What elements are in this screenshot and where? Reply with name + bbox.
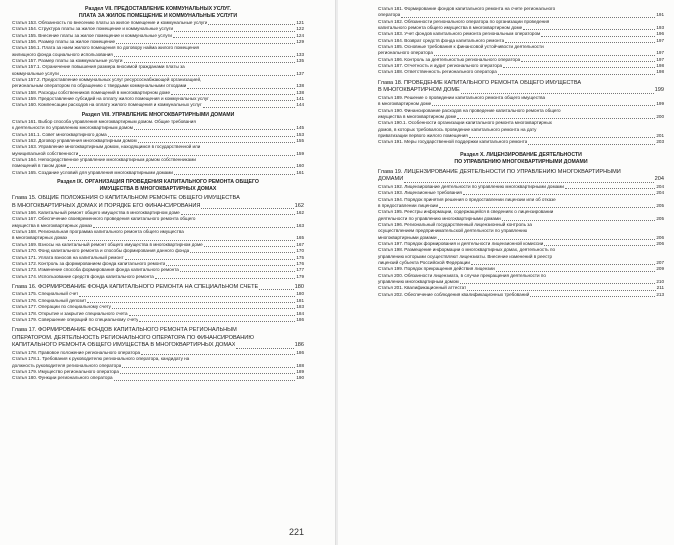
toc-entry-184[interactable]: Статья 184. Возврат средств фонда капитального ремонта 197 — [378, 37, 664, 43]
toc-entry-158[interactable]: Статья 158. Расходы собственников помещений в многоквартирном доме 138 — [12, 89, 304, 95]
toc-entry-180[interactable]: Статья 180. Функции регионального оператора 190 — [12, 375, 304, 381]
toc-chapter-19[interactable]: ДОМАМИ 204 — [378, 176, 664, 183]
toc-entry-185[interactable]: регионального оператора 197 — [378, 50, 664, 56]
toc-entry-167-line1: Статья 167. Обеспечение своевременного проведения капитального ремонта общего — [12, 216, 196, 222]
toc-entry-189[interactable]: в многоквартирном доме 199 — [378, 101, 664, 107]
toc-entry-178-1[interactable]: должность руководителя регионального оператора 188 — [12, 362, 304, 368]
page-number: 221 — [288, 527, 304, 537]
right-page — [338, 0, 674, 545]
toc-entry-193[interactable]: Статья 193. Лицензионные требования 204 — [378, 190, 664, 196]
toc-entry-155[interactable]: Статья 155. Внесение платы за жилое помещение и коммунальные услуги 124 — [12, 32, 304, 38]
toc-entry-169[interactable]: Статья 169. Взносы на капитальный ремонт общего имущества в многоквартирном доме 167 — [12, 241, 304, 247]
toc-entry-192[interactable]: Статья 192. Лицензирование деятельности по управлению многоквартирными домами 204 — [378, 183, 664, 189]
toc-entry-186[interactable]: Статья 186. Контроль за деятельностью регионального оператора 197 — [378, 56, 664, 62]
toc-entry-187[interactable]: Статья 187. Отчетность и аудит регионального оператора 198 — [378, 63, 664, 69]
toc-entry-198[interactable]: лицензий субъекта Российской Федерации 207 — [378, 260, 664, 266]
toc-entry-156[interactable]: Статья 156. Размер платы за жилое помещение 129 — [12, 39, 304, 45]
toc-entry-156-1-line1: Статья 156.1. Плата за наем жилого помещения по договору найма жилого помещения — [12, 45, 200, 51]
toc-entry-200[interactable]: управлению многоквартирным домом 210 — [378, 279, 664, 285]
toc-chapter-17-line1: Глава 17. ФОРМИРОВАНИЕ ФОНДОВ КАПИТАЛЬНОГО РЕМОНТА РЕГИОНАЛЬНЫМ — [12, 327, 237, 334]
toc-entry-157[interactable]: Статья 157. Размер платы за коммунальные услуги 135 — [12, 58, 304, 64]
toc-entry-167[interactable]: имущества в многоквартирных домах 163 — [12, 222, 304, 228]
toc-chapter-15-line1: Глава 15. ОБЩИЕ ПОЛОЖЕНИЯ О КАПИТАЛЬНОМ РЕМОНТЕ ОБЩЕГО ИМУЩЕСТВА — [12, 194, 240, 201]
toc-entry-168-line1: Статья 168. Региональная программа капитального ремонта общего имущества — [12, 229, 184, 235]
toc-chapter-17[interactable]: КАПИТАЛЬНОГО РЕМОНТА ОБЩЕГО ИМУЩЕСТВА В МНОГОКВАРТИРНЫХ ДОМАХ 186 — [12, 342, 304, 349]
right-toc — [378, 6, 664, 298]
toc-entry-156-1[interactable]: жилищного фонда социального использования 133 — [12, 51, 304, 57]
toc-chapter-17-line2: ОПЕРАТОРОМ. ДЕЯТЕЛЬНОСТЬ РЕГИОНАЛЬНОГО ОПЕРАТОРА ПО ФИНАНСИРОВАНИЮ — [12, 334, 254, 341]
toc-entry-161-1[interactable]: Статья 161.1. Совет многоквартирного дома 153 — [12, 131, 304, 137]
toc-entry-174[interactable]: Статья 174. Использование средств фонда капитального ремонта 179 — [12, 273, 304, 279]
toc-entry-163-line1: Статья 163. Управление многоквартирным домом, находящимся в государственной или — [12, 144, 201, 150]
toc-entry-188[interactable]: Статья 188. Ответственность регионального оператора 198 — [378, 69, 664, 75]
toc-entry-164[interactable]: помещений в таком доме 160 — [12, 163, 304, 169]
toc-entry-173[interactable]: Статья 173. Изменение способа формирования фонда капитального ремонта 177 — [12, 267, 304, 273]
section-7-subtitle: ПЛАТА ЗА ЖИЛОЕ ПОМЕЩЕНИЕ И КОММУНАЛЬНЫЕ УСЛУГИ — [78, 13, 238, 19]
toc-entry-170[interactable]: Статья 170. Фонд капитального ремонта и способы формирования данного фонда 170 — [12, 248, 304, 254]
toc-entry-153[interactable]: Статья 153. Обязанность по внесению платы за жилое помещение и коммунальные услуги 121 — [12, 20, 304, 25]
toc-entry-172[interactable]: Статья 172. Контроль за формированием фонда капитального ремонта 176 — [12, 260, 304, 266]
toc-entry-165[interactable]: Статья 165. Создание условий для управления многоквартирными домами 161 — [12, 169, 304, 175]
toc-chapter-19-line1: Глава 19. ЛИЦЕНЗИРОВАНИЕ ДЕЯТЕЛЬНОСТИ ПО УПРАВЛЕНИЮ МНОГОКВАРТИРНЫМИ — [378, 168, 621, 175]
toc-entry-157-2[interactable]: региональным оператором по обращению с твердыми коммунальными отходами 138 — [12, 83, 304, 89]
toc-entry-190[interactable]: имущества в многоквартирном доме 200 — [378, 114, 664, 119]
toc-entry-162[interactable]: Статья 162. Договор управления многоквартирным домом 155 — [12, 137, 304, 143]
toc-entry-161-line1: Статья 161. Выбор способа управления многоквартирным домом. Общие требования — [12, 118, 196, 124]
toc-entry-196-line2: осуществлением предпринимательской деятельности по управлению — [378, 228, 528, 234]
section-8-title: Раздел VIII. УПРАВЛЕНИЕ МНОГОКВАРТИРНЫМИ ДОМАМИ — [81, 111, 235, 118]
toc-entry-171[interactable]: Статья 171. Уплата взносов на капитальный ремонт 175 — [12, 254, 304, 260]
toc-entry-194-line1: Статья 194. Порядок принятия решения о предоставлении лицензии или об отказе — [378, 196, 556, 202]
toc-entry-176[interactable]: Статья 176. Специальный депозит 181 — [12, 297, 304, 303]
toc-entry-195-line1: Статья 195. Реестры информации, содержащейся в сведениях о лицензировании — [378, 209, 554, 215]
toc-entry-182-line1: Статья 182. Обязанности регионального оператора по организации проведения — [378, 18, 550, 24]
toc-entry-190-line1: Статья 190. Финансирование расходов на проведение капитального ремонта общего — [378, 107, 561, 113]
toc-entry-190-1[interactable]: приватизации первого жилого помещения 201 — [378, 133, 664, 139]
toc-entry-177[interactable]: Статья 177. Операции по специальному счету 183 — [12, 304, 304, 310]
toc-entry-191[interactable]: Статья 191. Меры государственной поддержки капитального ремонта 203 — [378, 139, 664, 145]
toc-entry-178[interactable]: Статья 178. Правовое положение регионального оператора 186 — [12, 349, 304, 355]
toc-entry-201[interactable]: Статья 201. Квалификационный аттестат 211 — [378, 285, 664, 291]
section-10-title: Раздел X. ЛИЦЕНЗИРОВАНИЕ ДЕЯТЕЛЬНОСТИ — [460, 151, 582, 158]
toc-entry-154[interactable]: Статья 154. Структура платы за жилое помещение и коммунальные услуги 122 — [12, 26, 304, 32]
toc-entry-182[interactable]: капитального ремонта общего имущества в многоквартирном доме 193 — [378, 25, 664, 31]
toc-entry-198-line2: управлению которыми осуществляют лицензиаты. Внесение изменений в реестр — [378, 253, 553, 259]
toc-entry-196-line1: Статья 196. Региональный государственный лицензионный контроль за — [378, 221, 532, 227]
section-7-title: Раздел VII. ПРЕДОСТАВЛЕНИЕ КОММУНАЛЬНЫХ УСЛУГ. — [85, 6, 231, 12]
toc-entry-168[interactable]: в многоквартирных домах 165 — [12, 235, 304, 241]
section-10-subtitle: ПО УПРАВЛЕНИЮ МНОГОКВАРТИРНЫМИ ДОМАМИ — [454, 158, 588, 165]
toc-entry-198-line1: Статья 198. Размещение информации о многоквартирных домах, деятельность по — [378, 247, 556, 253]
left-toc — [12, 6, 304, 382]
toc-entry-194[interactable]: в предоставлении лицензии 205 — [378, 202, 664, 208]
toc-entry-163[interactable]: муниципальной собственности 159 — [12, 150, 304, 156]
toc-entry-185-line1: Статья 185. Основные требования к финансовой устойчивости деятельности — [378, 44, 544, 50]
toc-entry-157-2-line1: Статья 157.2. Предоставление коммунальных услуг ресурсоснабжающей организацией, — [12, 77, 202, 83]
toc-chapter-16[interactable]: Глава 16. ФОРМИРОВАНИЕ ФОНДА КАПИТАЛЬНОГО РЕМОНТА НА СПЕЦИАЛЬНОМ СЧЕТЕ 180 — [12, 283, 304, 290]
toc-entry-160[interactable]: Статья 160. Компенсации расходов на оплату жилого помещения и коммунальных услуг 144 — [12, 102, 304, 108]
toc-entry-175[interactable]: Статья 175. Специальный счет 180 — [12, 291, 304, 297]
toc-entry-179-account[interactable]: Статья 179. Совершение операций по специальному счету 186 — [12, 316, 304, 322]
toc-entry-164-line1: Статья 164. Непосредственное управление многоквартирным домом собственниками — [12, 156, 196, 162]
toc-chapter-18-line1: Глава 18. ПРОВЕДЕНИЕ КАПИТАЛЬНОГО РЕМОНТА ОБЩЕГО ИМУЩЕСТВА — [378, 79, 582, 86]
toc-entry-183[interactable]: Статья 183. Учет фондов капитального ремонта региональным оператором 196 — [378, 31, 664, 37]
toc-entry-181-line1: Статья 181. Формирование фондов капитального ремонта на счете регионального — [378, 6, 556, 11]
left-page — [0, 0, 336, 545]
toc-entry-181[interactable]: оператора 191 — [378, 12, 664, 18]
toc-entry-178-1-line1: Статья 178.1. Требования к руководителю регионального оператора, кандидату на — [12, 356, 190, 362]
toc-entry-178-account[interactable]: Статья 178. Открытие и закрытие специального счета 184 — [12, 310, 304, 316]
toc-chapter-15[interactable]: В МНОГОКВАРТИРНЫХ ДОМАХ И ПОРЯДКЕ ЕГО ФИНАНСИРОВАНИЯ 162 — [12, 202, 304, 209]
toc-entry-159[interactable]: Статья 159. Предоставление субсидий на оплату жилого помещения и коммунальных услуг 141 — [12, 96, 304, 102]
toc-chapter-18[interactable]: В МНОГОКВАРТИРНОМ ДОМЕ 199 — [378, 87, 664, 94]
toc-entry-202[interactable]: Статья 202. Обеспечение соблюдения квалификационных требований 213 — [378, 291, 664, 297]
toc-entry-157-1[interactable]: коммунальные услуги 137 — [12, 70, 304, 76]
toc-entry-190-1-line2: домов, в которых требовалось проведение капитального ремонта на дату — [378, 126, 537, 132]
toc-entry-166[interactable]: Статья 166. Капитальный ремонт общего имущества в многоквартирном доме 162 — [12, 210, 304, 216]
toc-entry-195[interactable]: деятельности по управлению многоквартирными домами 205 — [378, 215, 664, 221]
section-9-title: Раздел IX. ОРГАНИЗАЦИЯ ПРОВЕДЕНИЯ КАПИТАЛЬНОГО РЕМОНТА ОБЩЕГО — [57, 178, 259, 185]
toc-entry-189-line1: Статья 189. Решение о проведении капитального ремонта общего имущества — [378, 94, 546, 100]
toc-entry-157-1-line1: Статья 157.1. Ограничение повышения размера вносимой гражданами платы за — [12, 64, 185, 70]
section-9-subtitle: ИМУЩЕСТВА В МНОГОКВАРТИРНЫХ ДОМАХ — [99, 185, 217, 192]
toc-entry-200-line1: Статья 200. Обязанности лицензиата, в случае прекращения деятельности по — [378, 272, 546, 278]
toc-entry-179[interactable]: Статья 179. Имущество регионального оператора 189 — [12, 369, 304, 374]
toc-entry-161[interactable]: к деятельности по управлению многоквартирным домом 145 — [12, 125, 304, 131]
toc-entry-190-1-line1: Статья 190.1. Особенности организации капитального ремонта многоквартирных — [378, 120, 552, 126]
toc-entry-199[interactable]: Статья 199. Порядок прекращения действия лицензии 209 — [378, 266, 664, 272]
toc-entry-197[interactable]: Статья 197. Порядок формирования и деятельности лицензионной комиссии 206 — [378, 241, 664, 246]
toc-entry-196[interactable]: многоквартирными домами 206 — [378, 234, 664, 240]
